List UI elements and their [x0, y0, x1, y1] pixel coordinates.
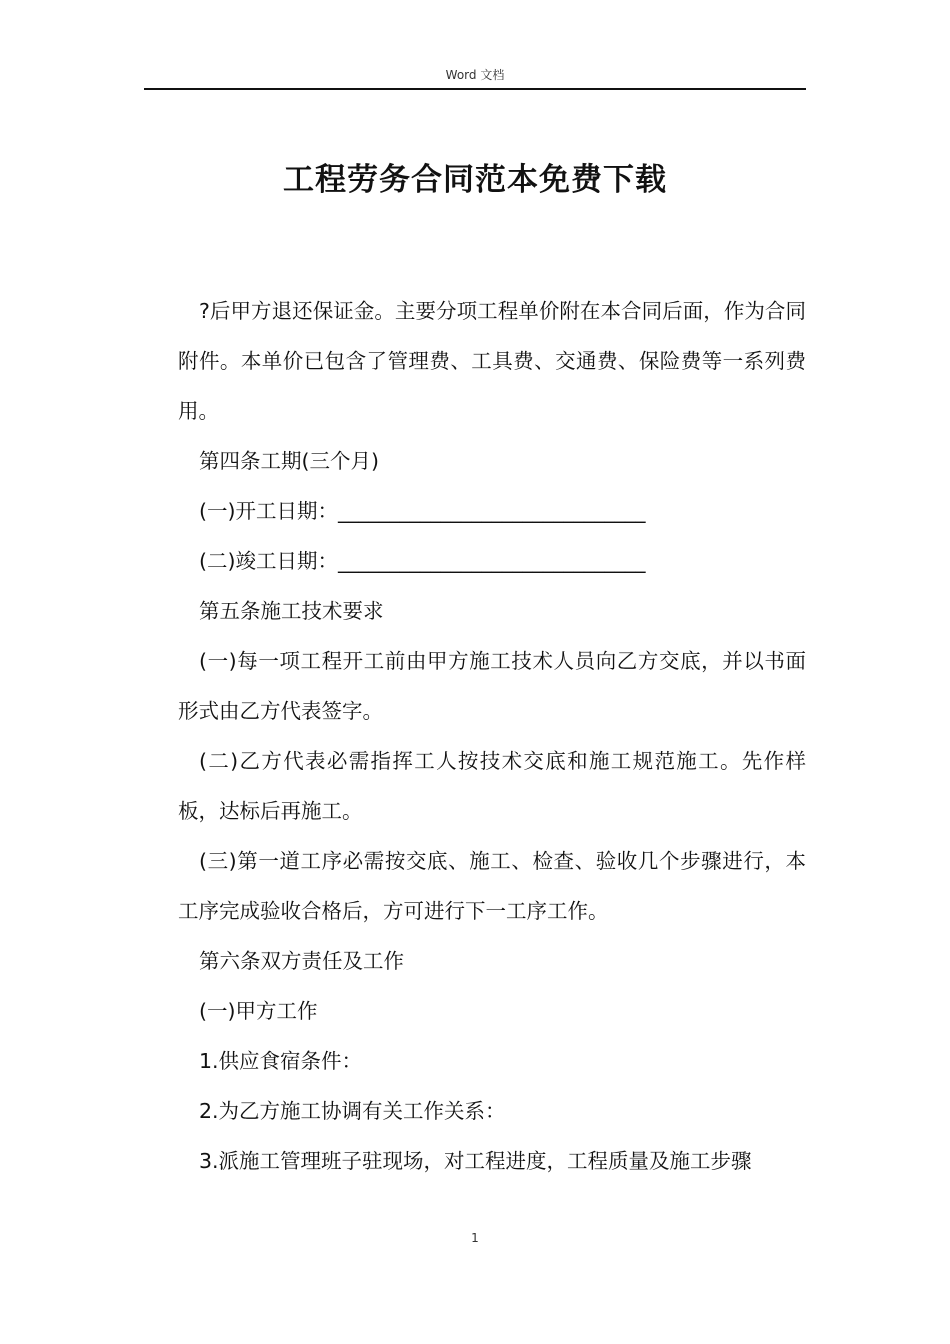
paragraph: ?后甲方退还保证金。主要分项工程单价附在本合同后面，作为合同附件。本单价已包含了管理费、工具费、交通费、保险费等一系列费用。 — [178, 299, 806, 423]
paragraph: 第五条施工技术要求 — [199, 599, 384, 623]
paragraph: (一)每一项工程开工前由甲方施工技术人员向乙方交底，并以书面形式由乙方代表签字。 — [178, 649, 806, 723]
paragraph: 1.供应食宿条件： — [199, 1049, 363, 1073]
paragraph: (一)开工日期：______________________________ — [199, 499, 646, 523]
paragraph: 第四条工期(三个月) — [199, 449, 379, 473]
document-title: 工程劳务合同范本免费下载 — [283, 162, 667, 198]
paragraph: (二)竣工日期：______________________________ — [199, 549, 646, 573]
page-header — [144, 64, 806, 90]
header-label: Word 文档 — [445, 68, 505, 82]
paragraph: 3.派施工管理班子驻现场，对工程进度，工程质量及施工步骤 — [199, 1149, 752, 1173]
paragraph: (一)甲方工作 — [199, 999, 318, 1023]
paragraph: 2.为乙方施工协调有关工作关系： — [199, 1099, 506, 1123]
paragraph: (二)乙方代表必需指挥工人按技术交底和施工规范施工。先作样板，达标后再施工。 — [178, 749, 806, 823]
page-number: 1 — [471, 1231, 479, 1245]
document-body — [178, 286, 806, 1186]
paragraph: 第六条双方责任及工作 — [199, 949, 404, 973]
paragraph: (三)第一道工序必需按交底、施工、检查、验收几个步骤进行，本工序完成验收合格后，方可进行下一工序工作。 — [178, 849, 806, 923]
